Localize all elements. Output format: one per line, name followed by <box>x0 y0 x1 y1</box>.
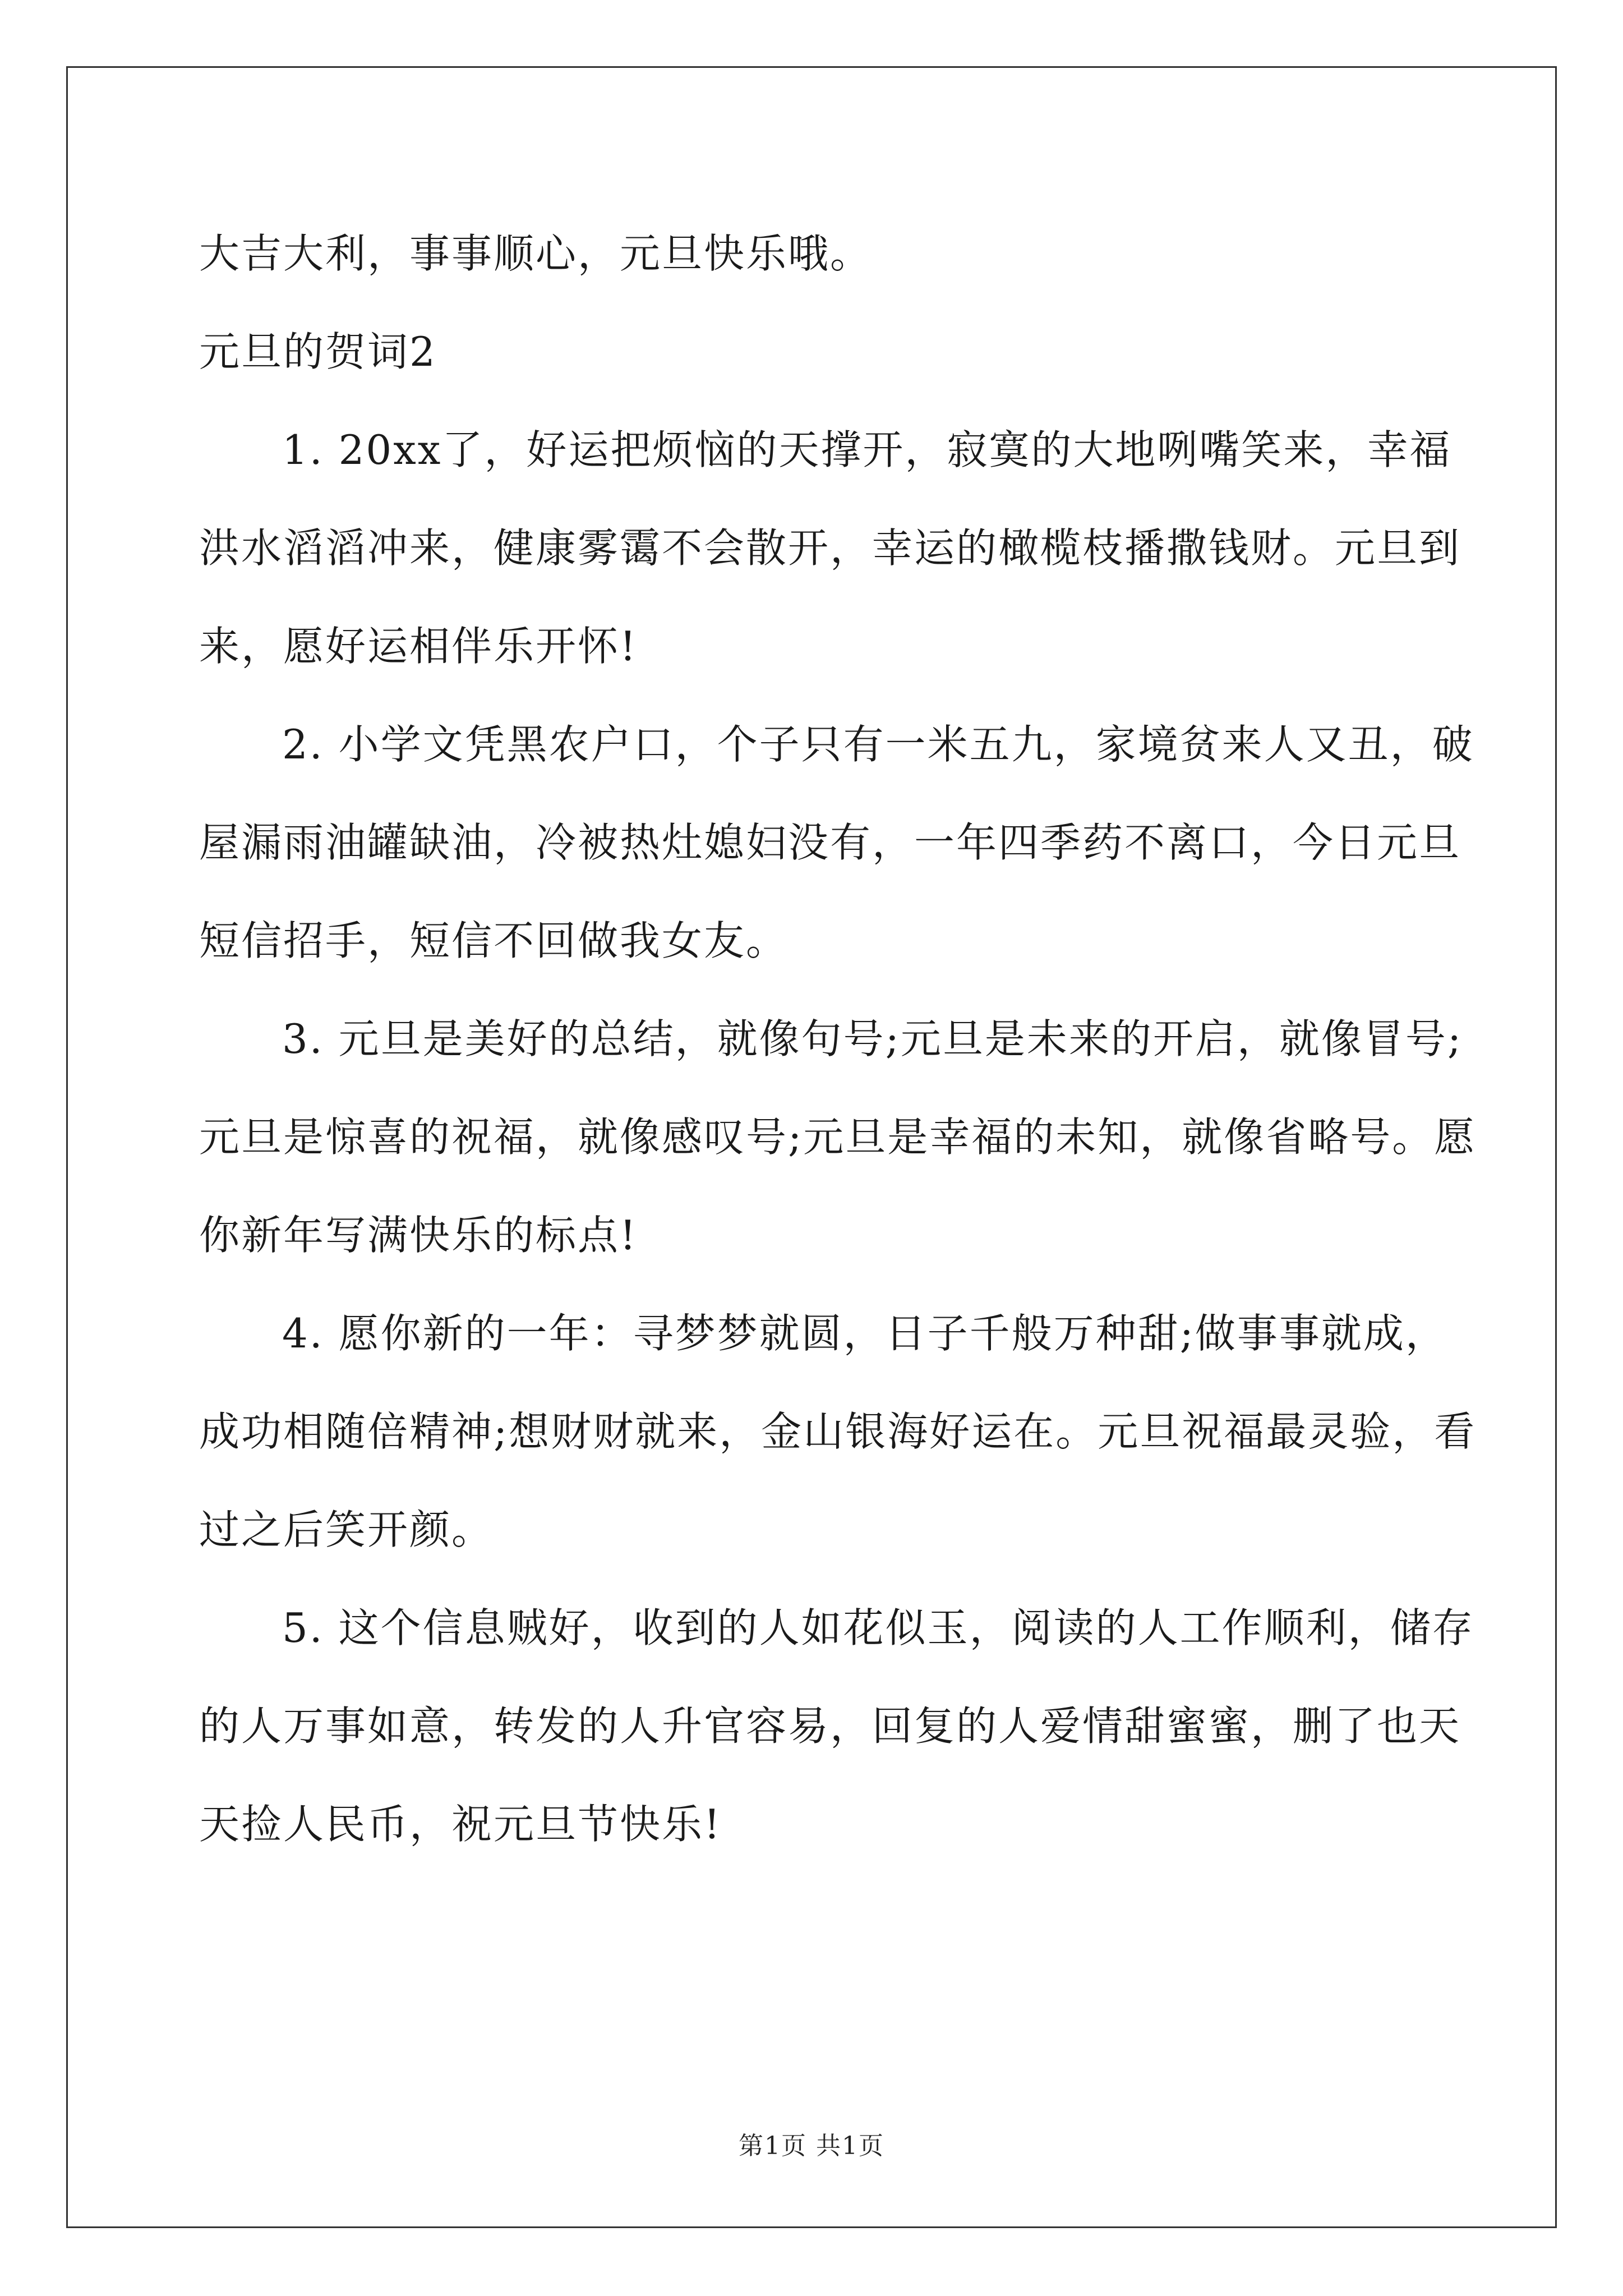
paragraph-line: 短信招手，短信不回做我女友。 <box>199 917 789 964</box>
document-body <box>199 205 1477 1874</box>
paragraph-line: 屋漏雨油罐缺油，冷被热灶媳妇没有，一年四季药不离口，今日元旦 <box>199 819 1461 866</box>
paragraph-line: 2. 小学文凭黑农户口，个子只有一米五九，家境贫来人又丑，破 <box>282 721 1474 768</box>
section-title: 元旦的贺词2 <box>199 328 437 375</box>
paragraph-line: 3. 元旦是美好的总结，就像句号;元旦是未来的开启，就像冒号; <box>282 1015 1463 1062</box>
paragraph-1 <box>199 401 1461 696</box>
paragraph-line: 元旦是惊喜的祝福，就像感叹号;元旦是幸福的未知，就像省略号。愿 <box>199 1114 1477 1161</box>
paragraph-line: 成功相随倍精神;想财财就来，金山银海好运在。元旦祝福最灵验，看 <box>199 1408 1477 1455</box>
paragraph-line: 4. 愿你新的一年：寻梦梦就圆，日子千般万种甜;做事事就成， <box>282 1310 1447 1357</box>
paragraph-line: 5. 这个信息贼好，收到的人如花似玉，阅读的人工作顺利，储存 <box>282 1604 1474 1651</box>
paragraph-line: 天捡人民币，祝元旦节快乐! <box>199 1801 722 1848</box>
paragraph-4 <box>199 1285 1477 1579</box>
body-line: 大吉大利，事事顺心，元旦快乐哦。 <box>199 230 873 277</box>
paragraph-line: 洪水滔滔冲来，健康雾霭不会散开，幸运的橄榄枝播撒钱财。元旦到 <box>199 524 1461 572</box>
paragraph-line: 过之后笑开颜。 <box>199 1506 494 1553</box>
paragraph-line: 你新年写满快乐的标点! <box>199 1212 638 1259</box>
paragraph-line: 的人万事如意，转发的人升官容易，回复的人爱情甜蜜蜜，删了也天 <box>199 1703 1461 1750</box>
paragraph-3 <box>199 990 1477 1285</box>
paragraph-line: 来，愿好运相伴乐开怀! <box>199 623 638 670</box>
paragraph-2 <box>199 696 1474 990</box>
paragraph-line: 1. 20xx了，好运把烦恼的天撑开，寂寞的大地咧嘴笑来，幸福 <box>282 426 1452 473</box>
paragraph-5 <box>199 1579 1474 1874</box>
page-footer: 第1页 共1页 <box>739 2132 884 2160</box>
